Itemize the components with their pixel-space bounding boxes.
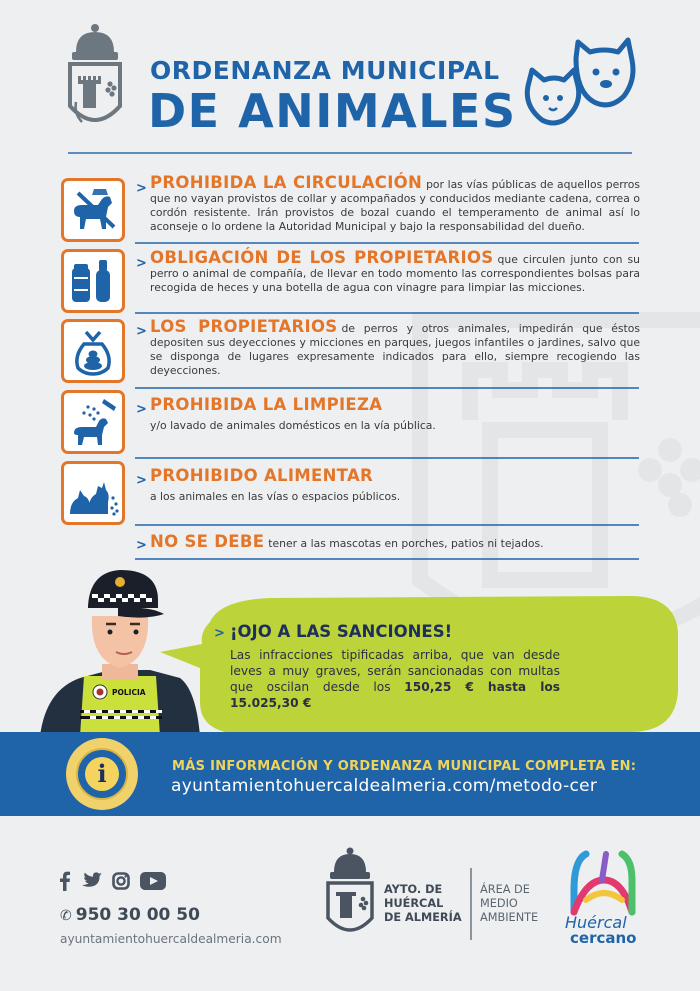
area-line-2: MEDIO — [480, 897, 518, 910]
rule-3 — [150, 317, 640, 378]
ayto-line-1: AYTO. DE — [384, 883, 443, 896]
rule-3-chevron: > — [136, 324, 147, 339]
bags-bottle-icon — [64, 252, 122, 310]
phone-icon: ✆ — [60, 908, 72, 924]
rule-1-title: PROHIBIDA LA CIRCULACIÓN — [150, 173, 423, 192]
info-icon: i — [66, 738, 138, 810]
area-line-3: AMBIENTE — [480, 911, 539, 924]
rule-4-body: y/o lavado de animales domésticos en la vía pública. — [150, 419, 436, 432]
dog-no-leash-icon — [64, 181, 122, 239]
rule-5-icon-box — [61, 461, 125, 525]
sanctions-chevron: > — [214, 626, 225, 641]
info-url[interactable]: ayuntamientohuercaldealmeria.com/metodo-cer — [171, 776, 598, 796]
municipal-crest-logo — [322, 846, 378, 944]
rule-4 — [150, 395, 640, 433]
instagram-icon[interactable] — [112, 872, 130, 894]
animals-feeding-icon — [64, 464, 122, 522]
rule-4-divider — [135, 457, 639, 459]
cat-dog-icon — [524, 36, 636, 132]
rule-3-title: LOS PROPIETARIOS — [150, 317, 338, 336]
sanctions-title: ¡OJO A LAS SANCIONES! — [230, 622, 453, 641]
rule-5-title: PROHIBIDO ALIMENTAR — [150, 466, 374, 485]
ayto-line-3: DE ALMERÍA — [384, 911, 462, 924]
rule-1-icon-box — [61, 178, 125, 242]
sanctions-text: Las infracciones tipificadas arriba, que van desde leves a muy graves, serán sancionadas con multas que oscilan desde los — [230, 648, 560, 694]
waste-bag-icon — [64, 322, 122, 380]
rule-5 — [150, 466, 640, 504]
rule-6-body: tener a las mascotas en porches, patios ni tejados. — [268, 537, 544, 550]
rule-4-title: PROHIBIDA LA LIMPIEZA — [150, 395, 383, 414]
youtube-icon[interactable] — [140, 872, 166, 894]
rule-5-divider — [135, 524, 639, 526]
ayto-line-2: HUÉRCAL — [384, 897, 444, 910]
facebook-icon[interactable] — [60, 871, 70, 895]
phone-text: 950 30 00 50 — [75, 905, 200, 925]
info-heading: MÁS INFORMACIÓN Y ORDENANZA MUNICIPAL COMPLETA EN: — [172, 759, 637, 774]
rule-5-body: a los animales en las vías o espacios públicos. — [150, 490, 401, 503]
footer-divider — [470, 868, 472, 940]
police-badge-label: POLICIA — [112, 688, 146, 697]
rule-6-divider — [135, 558, 639, 560]
title-line-2: DE ANIMALES — [148, 84, 517, 138]
rule-2-body: que circulen junto con su perro o animal de compañía, de llevar en todo momento las correspondientes bolsas para recogida de heces y una botella de agua con vinagre para limpiar las micciones. — [150, 253, 640, 294]
footer-website[interactable]: ayuntamientohuercaldealmeria.com — [60, 932, 282, 946]
rule-3-icon-box — [61, 319, 125, 383]
police-officer-illustration — [40, 560, 200, 736]
social-links — [60, 872, 166, 894]
header-divider — [68, 152, 632, 154]
rule-5-chevron: > — [136, 473, 147, 488]
dog-shower-icon — [64, 393, 122, 451]
rule-1-body: por las vías públicas de aquellos perros que no vayan provistos de collar y acompañados y conducidos mediante cadena, correa o cordón resistente. Irán provistos de bozal cuando el temperamento de animal así lo aconseje o lo ordene la Autoridad Municipal y bajo la responsabilidad del dueño. — [150, 178, 640, 233]
municipal-crest-icon — [62, 22, 128, 136]
title-line-1: ORDENANZA MUNICIPAL — [150, 56, 500, 85]
rule-6-title: NO SE DEBE — [150, 532, 265, 551]
rule-4-chevron: > — [136, 402, 147, 417]
sanctions-body — [230, 647, 560, 711]
rule-4-icon-box — [61, 390, 125, 454]
rule-1-chevron: > — [136, 181, 147, 196]
rule-1-divider — [135, 242, 639, 244]
rule-3-divider — [135, 387, 639, 389]
brand-line-2: cercano — [570, 929, 637, 947]
rule-2-divider — [135, 312, 639, 314]
sanctions-amounts: 150,25 € hasta los 15.025,30 € — [230, 680, 560, 710]
phone-number[interactable] — [60, 905, 200, 925]
rule-1 — [150, 173, 640, 234]
area-line-1: ÁREA DE — [480, 883, 530, 896]
brand-line-1: Huércal — [565, 913, 627, 932]
rule-3-body: de perros y otros animales, impedirán que éstos depositen sus deyecciones y micciones en parques, juegos infantiles o jardines, salvo que se disponga de lugares expresamente indicados para ello, siempre recogiendo las deyecciones. — [150, 322, 640, 377]
ayuntamiento-label — [384, 883, 462, 925]
rule-2-title: OBLIGACIÓN DE LOS PROPIETARIOS — [150, 248, 494, 267]
rule-2-chevron: > — [136, 256, 147, 271]
rule-2 — [150, 248, 640, 295]
rule-6 — [150, 532, 640, 551]
rule-6-chevron: > — [136, 538, 147, 553]
twitter-icon[interactable] — [80, 872, 102, 894]
area-label — [480, 883, 538, 925]
rule-2-icon-box — [61, 249, 125, 313]
